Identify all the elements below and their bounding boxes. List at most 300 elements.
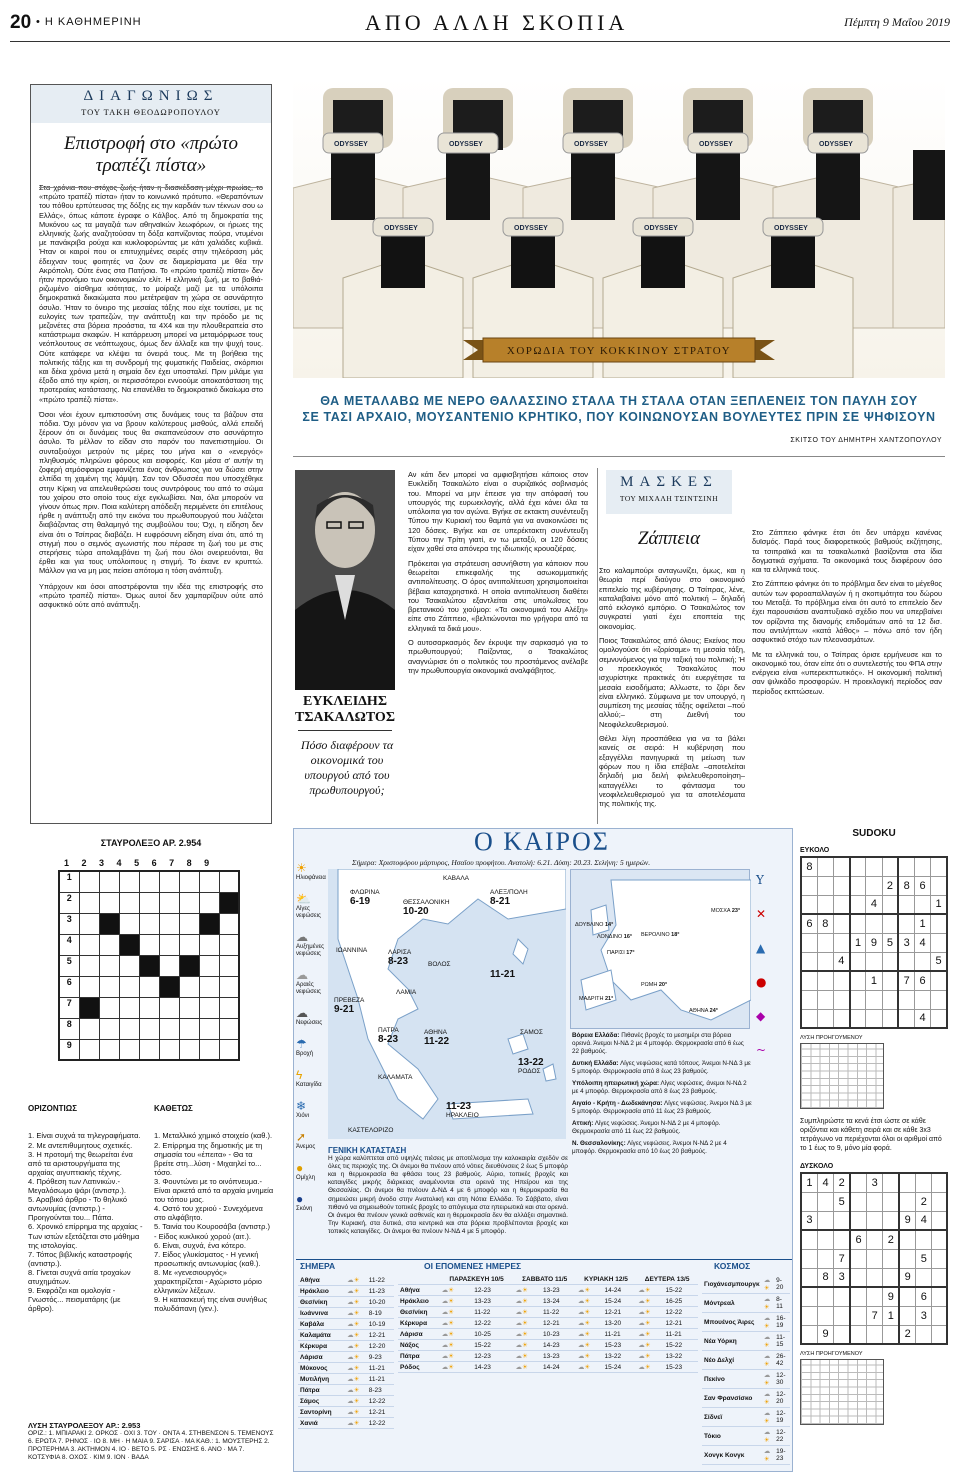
sudoku-cell[interactable] [932,1325,947,1344]
europe-map [570,869,750,1029]
sudoku-cell[interactable] [850,952,866,971]
sudoku-cell[interactable] [882,857,898,876]
sudoku-cell[interactable] [801,1009,817,1028]
city-name: Νέα Υόρκη [702,1332,762,1351]
sudoku-cell[interactable] [867,1268,883,1287]
sudoku-cell[interactable] [916,1325,932,1344]
temperature: 15-23 [603,1340,637,1351]
weather-icon: ☁☀ [576,1329,603,1340]
sudoku-cell[interactable] [866,857,882,876]
sudoku-cell[interactable] [850,1249,866,1268]
sudoku-cell[interactable]: 6 [915,876,931,895]
maskes-paragraph-6: Με τα ελληνικά του, ο Τσίπρας όρισε ερμήνευσε και το οικονομικό του, όταν είπε ότι ο συντελεστής του ΦΠΑ στην ενέργεια είναι «υπερεκπτωτικός». Η οικονομική πολιτική σαν ψιλικάδο προσφορών. Η προεκλογική περίοδος σαν περίοδος εκπτώσεων. [752,649,942,696]
city-thessaloniki: ΘΕΣΣΑΛΟΝΙΚΗ 10-20 [403,899,450,917]
sudoku-cell[interactable] [916,1230,932,1249]
legend-dust: ● Σκόνη [296,1192,313,1212]
temperature: 8-19 [367,1308,394,1319]
legend-storm: ϟ Καταιγίδα [296,1068,322,1088]
down-title: ΚΑΘΕΤΩΣ [154,1104,193,1114]
sudoku-cell[interactable]: 5 [834,1192,850,1211]
masthead [10,8,950,44]
temperature: 13-22 [663,1351,698,1362]
sudoku-cell[interactable] [801,971,817,990]
weather-icon: ☁☀ [576,1296,603,1307]
sudoku-cell[interactable] [834,1287,850,1306]
weather-icon: ☁☀ [440,1296,473,1307]
city-name: Μπουένος Άιρες [702,1313,762,1332]
sudoku-cell[interactable] [931,990,947,1009]
city-name: Χονγκ Κονγκ [702,1446,762,1465]
sudoku-cell[interactable]: 9 [817,1325,833,1344]
temperature: 15-24 [603,1362,637,1373]
sudoku-cell[interactable] [834,1230,850,1249]
city-kalamata: ΚΑΛΑΜΑΤΑ [378,1074,413,1081]
sudoku-cell[interactable]: 1 [931,895,947,914]
sudoku-cell[interactable]: 9 [899,1268,915,1287]
sudoku-cell[interactable] [817,1249,833,1268]
world-row [702,1294,790,1313]
sudoku-cell[interactable] [931,971,947,990]
temperature: 10-20 [367,1297,394,1308]
sudoku-cell[interactable] [899,1192,915,1211]
maskes-kicker: ΜΑΣΚΕΣ [620,474,718,490]
temperature: 12-20 [774,1389,790,1408]
sudoku-cell[interactable]: 8 [817,914,833,933]
sudoku-cell[interactable] [867,1325,883,1344]
temperature: 13-23 [541,1285,576,1296]
sudoku-cell[interactable]: 8 [898,876,914,895]
sudoku-cell[interactable] [898,857,914,876]
sudoku-cell[interactable] [866,876,882,895]
city-patra: ΠΑΤΡΑ 8-23 [378,1027,399,1045]
sudoku-cell[interactable] [932,1287,947,1306]
sudoku-cell[interactable] [898,990,914,1009]
weather-icon: ☁☀ [576,1307,603,1318]
sudoku-cell[interactable]: 6 [850,1230,866,1249]
maskes-paragraph-5: Στο Ζάππειο φάνηκε ότι το πρόβλημα δεν είναι το μέγεθος αυτών των φοροαπαλλαγών ή η σκοπιμότητα του δώρου του Μεταξά. Το πρόβλημα είναι ότι αυτό το επιτελείο δεν έχει παρουσιάσει αναπτυξιακό σχέδιο που να υπερβαίνει τον ορίζοντα της διανομής επιδομάτων από τα 12 δισ. που αντιλήπτων «κατά λάθος» – πόνω από τον ήδη ασφυκτικό στόχο των πλεονασμάτων. [752,579,942,645]
sudoku-cell[interactable]: 3 [801,1211,817,1230]
sudoku-cell[interactable] [916,1173,932,1192]
sudoku-cell[interactable] [850,895,866,914]
front-legend [756,873,790,1057]
today-row [298,1385,394,1396]
sudoku-cell[interactable] [932,1173,947,1192]
crossword-title: ΣΤΑΥΡΟΛΕΞΟ ΑΡ. 2.954 [100,838,202,848]
sudoku-cell[interactable] [817,1211,833,1230]
crossword-down [154,1086,274,1332]
temperature: 16-19 [774,1313,790,1332]
weather-icon: ☁☀ [636,1362,663,1373]
city-name: Λάρισα [298,1352,345,1363]
sudoku-cell[interactable]: 3 [834,1268,850,1287]
sudoku-cell[interactable] [915,857,931,876]
sudoku-hard-grid[interactable] [800,1172,948,1345]
today-row [298,1418,394,1429]
sudoku-cell[interactable] [850,857,866,876]
sudoku-cell[interactable] [850,1287,866,1306]
sudoku-cell[interactable] [834,1306,850,1325]
temperature: 10-23 [541,1329,576,1340]
temperature: 15-22 [663,1340,698,1351]
city-name: Ρόδος [398,1362,440,1373]
weather-legend [296,861,326,1213]
sudoku-cell[interactable] [899,1287,915,1306]
temperature: 13-22 [603,1351,637,1362]
sudoku-cell[interactable] [898,914,914,933]
weather-icon: ☁☀ [576,1340,603,1351]
sudoku-cell[interactable] [867,1287,883,1306]
sudoku-cell[interactable]: 2 [882,876,898,895]
temperature: 12-22 [472,1318,513,1329]
weather-icon: ☁☀ [440,1285,473,1296]
sudoku-cell[interactable] [866,990,882,1009]
temperature: 8-11 [774,1294,790,1313]
sudoku-cell[interactable] [883,1192,899,1211]
sudoku-cell[interactable] [850,1009,866,1028]
sudoku-cell[interactable] [801,933,817,952]
partly-cloudy-icon: ⛅ [296,892,311,906]
sudoku-cell[interactable] [801,1306,817,1325]
sudoku-cell[interactable] [931,876,947,895]
sudoku-cell[interactable] [801,1268,817,1287]
sudoku-cell[interactable] [915,990,931,1009]
sudoku-cell[interactable] [916,1268,932,1287]
sudoku-cell[interactable]: 7 [898,971,914,990]
sudoku-cell[interactable] [850,1192,866,1211]
sudoku-cell[interactable] [833,933,849,952]
sudoku-cell[interactable] [915,952,931,971]
sudoku-cell[interactable]: 4 [833,952,849,971]
next-row [398,1351,698,1362]
temperature: 11-22 [472,1307,513,1318]
crossword-grid[interactable]: 1 2 3 4 5 6 7 8 9 [58,870,240,1061]
city-name: Τόκιο [702,1427,762,1446]
sudoku-cell[interactable] [850,876,866,895]
region-north: Βόρεια Ελλάδα: Πιθανές βροχές το μεσημέρι στα βόρεια ορεινά. Άνεμοι Ν-ΝΔ 2 με 4 μποφόρ. Θερμοκρασία από 6 έως 22 βαθμούς. [572,1032,744,1055]
sudoku-cell[interactable]: 9 [866,933,882,952]
sudoku-cell[interactable]: 9 [883,1287,899,1306]
sudoku-cell[interactable] [833,876,849,895]
weather-icon: ☁☀ [576,1362,603,1373]
region-mainland: Υπόλοιπη ηπειρωτική χώρα: Λίγες νεφώσεις, άνεμοι Ν-ΝΔ 2 με 4 μποφόρ. Θερμοκρασία από 8 έως 23 βαθμούς. [572,1080,747,1095]
sudoku-cell[interactable] [833,1009,849,1028]
sudoku-cell[interactable] [850,1268,866,1287]
occluded-front-icon: ◆ [756,1009,766,1023]
sudoku-cell[interactable] [883,1211,899,1230]
sudoku-cell[interactable]: 4 [817,1173,833,1192]
sudoku-cell[interactable] [801,1287,817,1306]
weather-icon: ☁☀ [762,1389,774,1408]
sudoku-cell[interactable]: 5 [916,1249,932,1268]
temperature: 12-21 [367,1330,394,1341]
sudoku-cell[interactable] [899,1230,915,1249]
weather-icon: ☁☀ [514,1285,542,1296]
temperature: 11-21 [663,1329,698,1340]
temperature: 12-23 [472,1285,513,1296]
weather-icon: ☁☀ [440,1329,473,1340]
sudoku-cell[interactable] [834,1211,850,1230]
city-athina: ΑΘΗΝΑ 11-22 [424,1029,450,1047]
sudoku-cell[interactable]: 4 [916,1211,932,1230]
city-name: Σάμος [298,1396,345,1407]
sudoku-cell[interactable] [883,1268,899,1287]
temperature: 26-42 [774,1351,790,1370]
solution-text: ΟΡΙΖ.: 1. ΜΠΙΑΡΑΚΙ 2. ΟΡΚΟΣ · ΟΧΙ 3. ΤΟΥ · ΟΝΤΑ 4. ΣΤΗΒΕΝΣΟΝ 5. ΤΕΜΕΝΟΥΣ 6. ΕΡΩΤΑ 7. ΡΗΝΟΣ · ΙΟ 8. ΜΗ · Η ΜΑΙΑ 9. ΣΑΡΙΣΑ · ΜΑ ΚΑΘ.: 1. ΜΟΥΣΤΕΡΗΣ 2. ΠΡΟΤΕΡΗΜΑ 3. ΑΚΤΗΜΟΝ 4. ΙΟ · ΒΕΤΟ 5. ΡΣ · ΕΝΩΣΗΣ 6. ΑΝΟ · ΜΑ 7. ΚΟΤΣΥΦΙΑ 8. ΟΧΟΣ · ΚΙΜ 9. ΙΟΝ · ΒΑΔΑ [28,1430,274,1461]
sudoku-cell[interactable]: 5 [931,952,947,971]
sudoku-cell[interactable] [932,1230,947,1249]
temperature: 13-23 [472,1296,513,1307]
world-row [702,1389,790,1408]
sudoku-cell[interactable] [867,1192,883,1211]
sudoku-cell[interactable] [883,1249,899,1268]
sudoku-cell[interactable] [833,971,849,990]
sudoku-cell[interactable] [850,990,866,1009]
sudoku-cell[interactable] [867,1211,883,1230]
weather-icon: ☁☀ [576,1351,603,1362]
city-name: Σαν Φρανσίσκο [702,1389,762,1408]
sudoku-cell[interactable] [866,914,882,933]
sudoku-cell[interactable]: 1 [915,914,931,933]
next-row [398,1285,698,1296]
sudoku-cell[interactable] [833,990,849,1009]
sudoku-cell[interactable]: 7 [867,1306,883,1325]
next-row [398,1329,698,1340]
temperature: 11-21 [367,1374,394,1385]
city-name: Μόντρεαλ [702,1294,762,1313]
sudoku-cell[interactable] [817,1009,833,1028]
section-title: ΑΠΟ ΑΛΛΗ ΣΚΟΠΙΑ [365,10,629,35]
sudoku-cell[interactable]: 9 [899,1211,915,1230]
across-title: ΟΡΙΖΟΝΤΙΩΣ [28,1104,77,1114]
sudoku-cell[interactable] [931,857,947,876]
sudoku-cell[interactable] [932,1306,947,1325]
sudoku-cell[interactable] [932,1249,947,1268]
eu-athens: ΑΘΗΝΑ 24° [689,1008,718,1014]
sudoku-cell[interactable]: 8 [817,1268,833,1287]
sudoku-cell[interactable] [899,1249,915,1268]
sudoku-cell[interactable] [850,971,866,990]
sudoku-cell[interactable]: 2 [883,1230,899,1249]
city-preveza: ΠΡΕΒΕΖΑ 9-21 [334,997,365,1015]
weather-icon: ☁☀ [514,1296,542,1307]
temperature: 9-23 [367,1352,394,1363]
sudoku-cell[interactable] [833,857,849,876]
temperature: 16-25 [663,1296,698,1307]
day-label: ΣΑΒΒΑΤΟ 11/5 [514,1275,576,1285]
sudoku-cell[interactable] [866,952,882,971]
page-number: 20 [10,12,32,33]
cap-label: ODYSSEY [774,225,808,232]
sudoku-cell[interactable]: 3 [898,933,914,952]
world-row [702,1446,790,1465]
legend-fog: ● Ομίχλη [296,1161,315,1181]
sudoku-cell[interactable] [817,1287,833,1306]
issue-date: Πέμπτη 9 Μαΐου 2019 [844,15,950,29]
weather-icon: ☁☀ [345,1385,367,1396]
sudoku-cell[interactable] [817,990,833,1009]
sudoku-cell[interactable]: 1 [850,933,866,952]
sudoku-cell[interactable] [882,952,898,971]
city-name: Ιωάννινα [298,1308,345,1319]
sudoku-cell[interactable] [932,1192,947,1211]
sudoku-cell[interactable] [850,1173,866,1192]
temperature: 12-21 [367,1407,394,1418]
sudoku-cell[interactable] [883,1173,899,1192]
sudoku-cell[interactable] [882,971,898,990]
sudoku-cell[interactable] [915,895,931,914]
weather-icon: ☁☀ [762,1370,774,1389]
sudoku-cell[interactable]: 1 [883,1306,899,1325]
sudoku-cell[interactable] [882,895,898,914]
sudoku-cell[interactable] [817,895,833,914]
sudoku-cell[interactable]: 6 [916,1287,932,1306]
cartoon-banner: ΧΟΡΩΔΙΑ ΤΟΥ ΚΟΚΚΙΝΟΥ ΣΤΡΑΤΟΥ [506,345,732,357]
sudoku-easy-label: ΕΥΚΟΛΟ [800,847,830,854]
maskes-author: ΤΟΥ ΜΙΧΑΛΗ ΤΣΙΝΤΣΙΝΗ [619,494,719,503]
maskes-body-left [599,566,745,808]
lightning-icon: ϟ [296,1068,303,1082]
sudoku-cell[interactable] [833,895,849,914]
sudoku-cell[interactable] [932,1211,947,1230]
cartoon-caption-line-1: ΘΑ ΜΕΤΑΛΑΒΩ ΜΕ ΝΕΡΟ ΘΑΛΑΣΣΙΝΟ ΣΤΑΛΑ ΤΗ ΣΤΑΛΑ ΟΤΑΝ ΞΕΠΛΕΝΕΙΣ ΤΟΝ ΠΑΥΛΗ ΣΟΥ [320,394,918,408]
sudoku-cell[interactable]: 2 [834,1173,850,1192]
aegean-temp: 11-21 [490,969,516,980]
temperature: 14-23 [472,1362,513,1373]
sudoku-cell[interactable]: 4 [915,1009,931,1028]
cap-label: ODYSSEY [449,141,483,148]
sudoku-cell[interactable] [833,914,849,933]
sudoku-cell[interactable] [931,914,947,933]
sudoku-cell[interactable] [899,1306,915,1325]
weather-icon: ☁☀ [514,1362,542,1373]
temperature: 13-20 [603,1318,637,1329]
weather-icon: ☁☀ [345,1297,367,1308]
cartoon [293,78,945,378]
sudoku-cell[interactable] [817,971,833,990]
weather-icon: ☁☀ [345,1341,367,1352]
city-name: Σαντορίνη [298,1407,345,1418]
sudoku-cell[interactable]: 4 [866,895,882,914]
weather-icon: ☁☀ [440,1307,473,1318]
temperature: 14-24 [603,1285,637,1296]
sudoku-cell[interactable] [867,1249,883,1268]
city-name: Νέο Δελχί [702,1351,762,1370]
sudoku-cell[interactable]: 3 [916,1306,932,1325]
column-title: Επιστροφή στο «πρώτο τραπέζι πίστα» [64,133,238,176]
sudoku-cell[interactable]: 1 [801,1173,817,1192]
city-florina: ΦΛΩΡΙΝΑ 6-19 [350,889,380,907]
sudoku-cell[interactable]: 2 [899,1325,915,1344]
sudoku-cell[interactable] [817,857,833,876]
sudoku-cell[interactable] [817,1306,833,1325]
wind-arrow-icon: ➚ [296,1130,307,1144]
temperature: 10-19 [367,1319,394,1330]
sudoku-cell[interactable] [882,990,898,1009]
weather-icon: ☁☀ [345,1286,367,1297]
sudoku-cell[interactable] [817,876,833,895]
sudoku-cell[interactable] [932,1268,947,1287]
column-header [31,85,271,123]
temperature: 12-20 [367,1341,394,1352]
legend-clouds: ☁ Νεφώσεις [296,1006,323,1026]
city-name: Καβάλα [298,1319,345,1330]
sudoku-cell[interactable] [866,1009,882,1028]
weather-icon: ☁☀ [345,1319,367,1330]
world-row [702,1370,790,1389]
rain-icon: ☂ [296,1037,307,1051]
sudoku-cell[interactable] [801,876,817,895]
sudoku-cell[interactable] [817,933,833,952]
sudoku-cell[interactable]: 3 [867,1173,883,1192]
across-clues: 1. Είναι συχνά τα τηλεγραφήματα. 2. Με αντεπιθυμητους σχετικές. 3. Η προτομή της θεωρείται ένα από τα αριστουργήματα της αρχαίας αιγυπτιακής τέχνης. 4. Πρόθεση των Λατινικών.- Μεγαλόσωμο ψάρι (αντιστρ.). 5. Αραβικό άρθρο - Το θηλυκό αντωνυμίας (αντιστρ.) - Προηγούνται του... Πάπα. 6. Χρονικό επίρρημα της αρχαίας - Των ιστών εξετάζεται στο μάθημα της ιστολογίας. 7. Τόπος βιβλικής καταστροφής (αντιστρ.). 8. Γίνεται συχνά αιτία τροχαίων ατυχημάτων. 9. Εκφράζει και ομολογία - Γνωστός... πεισματάρης (με άρθρο). [28,1131,143,1314]
cap-label: ODYSSEY [514,225,548,232]
sudoku-easy-grid[interactable] [800,856,948,1029]
sudoku-cell[interactable] [801,1249,817,1268]
sudoku-cell[interactable] [931,1009,947,1028]
sudoku-cell[interactable] [801,952,817,971]
sudoku-cell[interactable] [931,933,947,952]
sudoku-cell[interactable] [899,1173,915,1192]
today-row [298,1363,394,1374]
sudoku-cell[interactable]: 5 [882,933,898,952]
sudoku-cell[interactable]: 4 [915,933,931,952]
sudoku-cell[interactable]: 7 [834,1249,850,1268]
column-paragraph-3: Υπάρχουν και όσοι αποστρέφονται την ιδέα της επιστροφής στο «πρώτο τραπέζι πίστα». Όμως αυτοί δεν χαμπαρίζουν ούτε από ασφυκτικό ούτε από ανάπτυξη. [39,581,263,609]
sudoku-cell[interactable] [850,914,866,933]
sudoku-cell[interactable] [817,952,833,971]
world-row [702,1275,790,1294]
sudoku-cell[interactable] [801,990,817,1009]
sudoku-cell[interactable]: 6 [915,971,931,990]
weather-icon: ☁☀ [345,1396,367,1407]
sudoku-cell[interactable] [850,1325,866,1344]
sudoku-cell[interactable] [882,1009,898,1028]
sudoku-cell[interactable]: 6 [801,914,817,933]
sudoku-cell[interactable] [801,1230,817,1249]
sudoku-cell[interactable] [867,1230,883,1249]
next-row [398,1318,698,1329]
sudoku-cell[interactable] [898,895,914,914]
sudoku-cell[interactable] [834,1325,850,1344]
weather-icon: ☁☀ [514,1329,542,1340]
weather-regions [572,1032,752,1156]
cap-label: ODYSSEY [574,141,608,148]
cartoon-caption-line-2: ΣΕ ΤΑΣΙ ΑΡΧΑΙΟ, ΜΟΥΣΑΝΤΕΝΙΟ ΚΡΗΤΙΚΟ, ΠΟΥ ΚΟΙΝΩΝΟΥΣΑΝ ΒΟΥΛΕΥΤΕΣ ΠΡΙΝ ΣΕ ΨΗΦΙΣΟΥΝ [302,410,936,424]
sudoku-cell[interactable] [801,1325,817,1344]
sudoku-cell[interactable] [817,1192,833,1211]
weather-icon: ☁☀ [762,1332,774,1351]
sudoku-cell[interactable] [898,952,914,971]
sudoku-cell[interactable] [883,1325,899,1344]
city-samos: ΣΑΜΟΣ [520,1029,543,1036]
sudoku-prev-label: ΛΥΣΗ ΠΡΟΗΓΟΥΜΕΝΟΥ [800,1035,863,1041]
sudoku-cell[interactable] [801,895,817,914]
sudoku-cell[interactable]: 2 [916,1192,932,1211]
today-row [298,1396,394,1407]
sudoku-cell[interactable] [850,1306,866,1325]
sudoku-cell[interactable]: 8 [801,857,817,876]
sudoku-cell[interactable] [817,1230,833,1249]
weather-icon: ☁☀ [345,1275,367,1286]
sudoku-title: SUDOKU [852,828,896,839]
cloud-icon: ☁ [296,1006,308,1020]
sudoku-cell[interactable] [801,1192,817,1211]
sudoku-cell[interactable]: 1 [866,971,882,990]
sudoku-cell[interactable] [882,914,898,933]
sudoku-cell[interactable] [850,1211,866,1230]
sudoku-cell[interactable] [898,1009,914,1028]
weather-panel [293,828,793,1472]
